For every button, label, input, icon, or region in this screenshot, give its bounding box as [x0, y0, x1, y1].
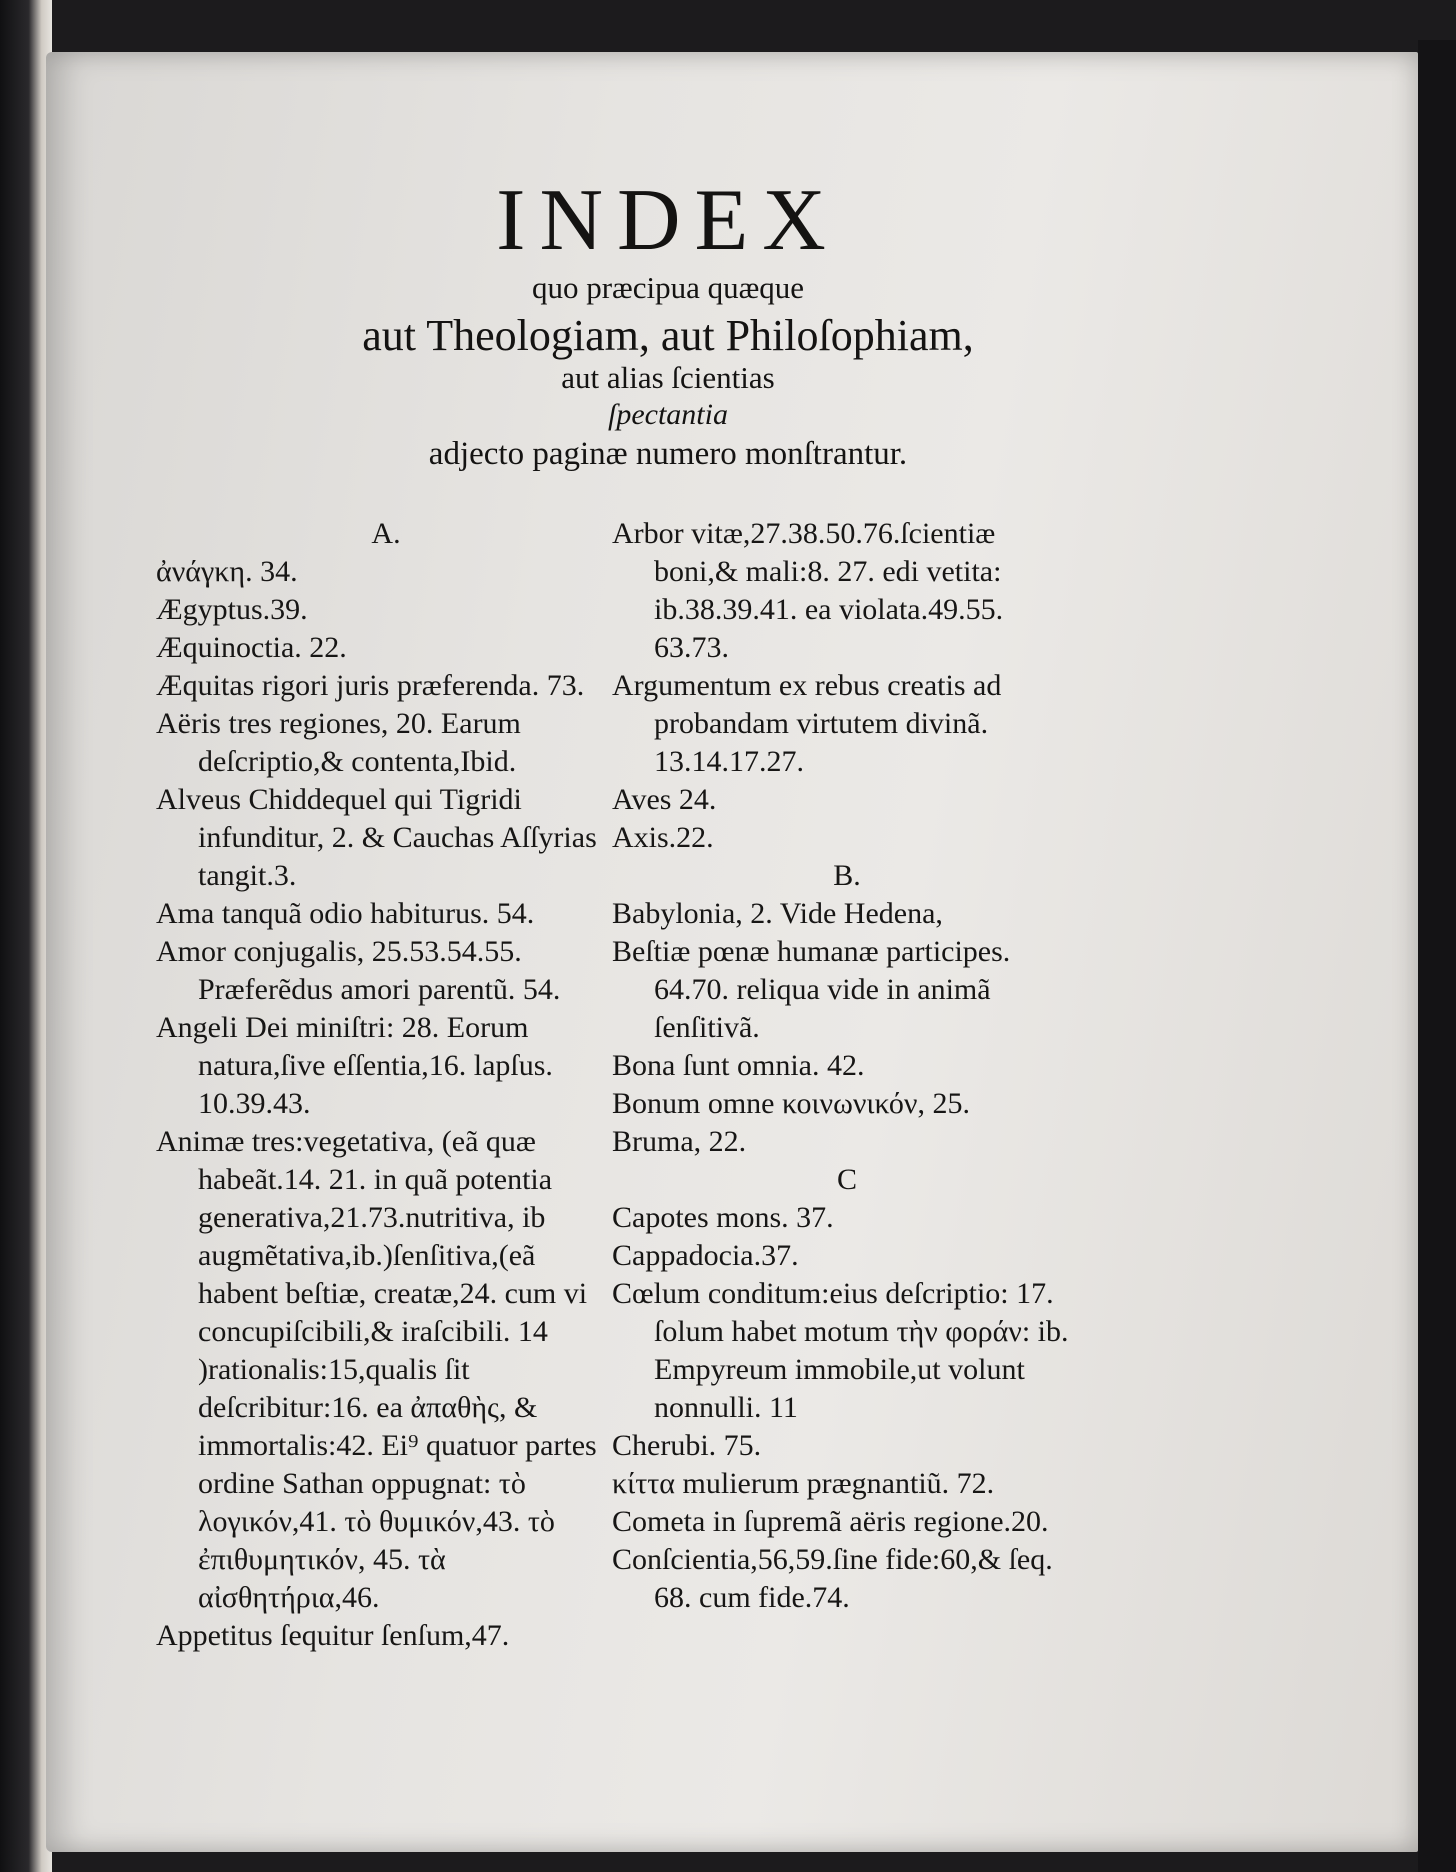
index-entry: Appetitus ſequitur ſenſum,47.	[156, 1619, 510, 1652]
index-entry: Ama tanquã odio habiturus. 54.	[156, 897, 535, 930]
index-entry: Conſcientia,56,59.ſine fide:60,& ſeq. 68. cum fide.74.	[612, 1543, 1053, 1614]
index-entry: Arbor vitæ,27.38.50.76.ſcientiæ boni,& mali:8. 27. edi vetita: ib.38.39.41. ea violata.49.55. 63.73.	[612, 517, 1004, 664]
index-entry: Angeli Dei miniſtri: 28. Eorum natura,ſive eſſentia,16. lapſus. 10.39.43.	[156, 1011, 553, 1120]
index-entry: Babylonia, 2. Vide Hedena,	[612, 897, 943, 930]
index-entry: Capotes mons. 37.	[612, 1201, 834, 1234]
index-entry: Amor conjugalis, 25.53.54.55. Præferẽdus amori parentũ. 54.	[156, 935, 561, 1006]
index-entry: Cœlum conditum:eius deſcriptio: 17. ſolum habet motum τὴν φοράν: ib. Empyreum immobile,ut volunt nonnulli. 11	[612, 1277, 1069, 1424]
index-entry: Æquitas rigori juris præferenda. 73.	[156, 669, 585, 702]
subtitle-line-2: aut Theologiam, aut Philoſophiam,	[362, 311, 974, 360]
section-letter: C	[836, 1163, 857, 1196]
index-entry: Beſtiæ pœnæ humanæ participes. 64.70. reliqua vide in animã ſenſitivã.	[612, 935, 1011, 1044]
index-entry: Æquinoctia. 22.	[156, 631, 347, 664]
index-entry: Animæ tres:vegetativa, (eã quæ habeãt.14. 21. in quã potentia generativa,21.73.nutritiva, ib augmẽtativa,ib.)ſenſitiva,(eã habent beſtiæ, creatæ,24. cum vi concupiſcibili,& iraſcibili. 14 )rationalis:15,qualis ſit deſcribitur:16. ea ἀπαθὴς, & immortalis:42. Ei⁹ quatuor partes ordine Sathan oppugnat: τὸ λογικόν,41. τὸ θυμικόν,43. τὸ ἐπιθυμητικόν, 45. τὰ αἰσθητήρια,46.	[156, 1125, 597, 1614]
index-entry: Aëris tres regiones, 20. Earum deſcriptio,& contenta,Ibid.	[156, 707, 521, 778]
index-column-right	[612, 515, 1082, 1617]
index-entry: κίττα mulierum prægnantiũ. 72.	[612, 1467, 995, 1500]
section-letter: B.	[833, 859, 861, 892]
page-edge-shadow	[1418, 40, 1456, 1872]
index-entry: Bruma, 22.	[612, 1125, 747, 1158]
index-entry: Cherubi. 75.	[612, 1429, 762, 1462]
index-entry: Bonum omne κοινωνικόν, 25.	[612, 1087, 970, 1120]
subtitle-line-1: quo præcipua quæque	[531, 270, 805, 305]
index-entry: Cometa in ſupremã aëris regione.20.	[612, 1505, 1049, 1538]
index-entry: Bona ſunt omnia. 42.	[612, 1049, 865, 1082]
index-entry: Axis.22.	[612, 821, 714, 854]
subtitle-line-4: ſpectantia	[608, 398, 728, 431]
index-entry: Ægyptus.39.	[156, 593, 308, 626]
index-entry: Cappadocia.37.	[612, 1239, 799, 1272]
index-entry: Alveus Chiddequel qui Tigridi infunditur, 2. & Cauchas Aſſyrias tangit.3.	[156, 783, 597, 892]
index-entry: Argumentum ex rebus creatis ad probandam virtutem divinã. 13.14.17.27.	[612, 669, 1002, 778]
index-column-left	[156, 515, 616, 1655]
section-letter: A.	[371, 517, 401, 550]
subtitle-line-3: aut alias ſcientias	[561, 360, 775, 395]
index-title: INDEX	[496, 172, 840, 269]
subtitle-line-5: adjecto paginæ numero monſtrantur.	[428, 436, 908, 472]
index-entry: ἀνάγκη. 34.	[156, 555, 298, 588]
index-entry: Aves 24.	[612, 783, 717, 816]
